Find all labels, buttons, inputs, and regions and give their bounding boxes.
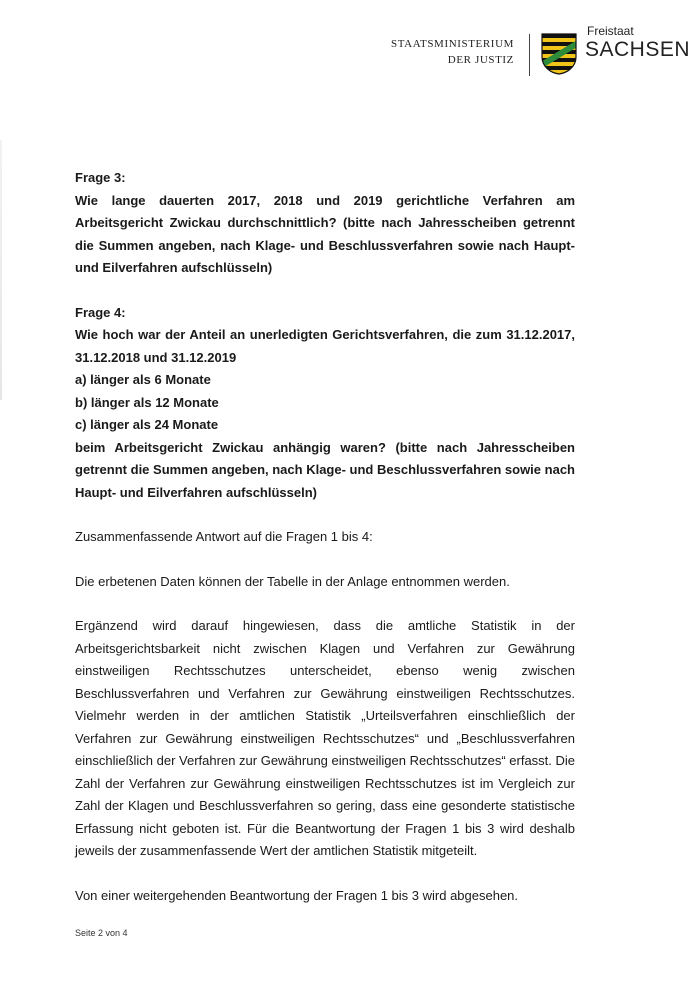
document-body — [75, 167, 575, 907]
answer-paragraph-3: Von einer weitergehenden Beantwortung der Fragen 1 bis 3 wird abgesehen. — [75, 887, 519, 903]
page-number: Seite 2 von 4 — [75, 928, 128, 938]
question-4-item-b: b) länger als 12 Monate — [75, 394, 219, 410]
question-4-intro: Wie hoch war der Anteil an unerledigten Gerichtsverfahren, die zum 31.12.2017, 31.12.2018 und 31.12.2019 — [75, 327, 575, 365]
ministry-line-2: DER JUSTIZ — [447, 54, 514, 66]
scan-margin-shadow — [0, 140, 2, 400]
question-3-label: Frage 3: — [75, 170, 126, 185]
saxony-coat-of-arms-icon — [541, 33, 577, 75]
answer-paragraph-1: Die erbetenen Daten können der Tabelle in der Anlage entnommen werden. — [75, 573, 510, 589]
header-divider — [529, 34, 530, 76]
ministry-name — [391, 36, 514, 68]
brand-small: Freistaat — [587, 24, 634, 38]
question-4-label: Frage 4: — [75, 304, 126, 320]
answer-paragraph-2: Ergänzend wird darauf hingewiesen, dass die amtliche Statistik in der Arbeitsgerichtsbarkeit nicht zwischen Klagen und Verfahren zur Gewährung einstweiligen Rechtsschutzes unterscheidet, ebenso wenig zwischen Beschlussverfahren und Verfahren zur Gewährung einstweiligen Rechtsschutzes. Vielmehr werden in der amtlichen Statistik „Urteilsverfahren einschließlich der Verfahren zur Gewährung einstweiligen Rechtsschutzes“ und „Beschlussverfahren einschließlich der Verfahren zur Gewährung einstweiligen Rechtsschutzes“ erfasst. Die Zahl der Verfahren zur Gewährung einstweiligen Rechtsschutzes ist im Vergleich zur Zahl der Klagen und Beschlussverfahren so gering, dass eine gesonderte statistische Erfassung nicht geboten ist. Für die Beantwortung der Fragen 1 bis 3 wird deshalb jeweils der zusammenfassende Wert der amtlichen Statistik mitgeteilt. — [75, 618, 576, 858]
ministry-line-1: STAATSMINISTERIUM — [391, 38, 514, 50]
question-4-outro: beim Arbeitsgericht Zwickau anhängig waren? (bitte nach Jahresscheiben getrennt die Summen angeben, nach Klage- und Beschlussverfahren sowie nach Haupt- und Eilverfahren aufschlüsseln) — [75, 439, 575, 500]
question-4-item-c: c) länger als 24 Monate — [75, 417, 219, 432]
question-3-text: Wie lange dauerten 2017, 2018 und 2019 gerichtliche Verfahren am Arbeitsgericht Zwickau durchschnittlich? (bitte nach Jahresscheiben getrennt die Summen angeben, nach Klage- und Beschlussverfahren sowie nach Haupt- und Eilverfahren aufschlüsseln) — [75, 192, 575, 275]
brand-logo — [585, 24, 690, 62]
brand-big: SACHSEN — [585, 38, 691, 61]
question-4-item-a: a) länger als 6 Monate — [75, 372, 211, 387]
answer-heading: Zusammenfassende Antwort auf die Fragen 1 bis 4: — [75, 529, 373, 544]
